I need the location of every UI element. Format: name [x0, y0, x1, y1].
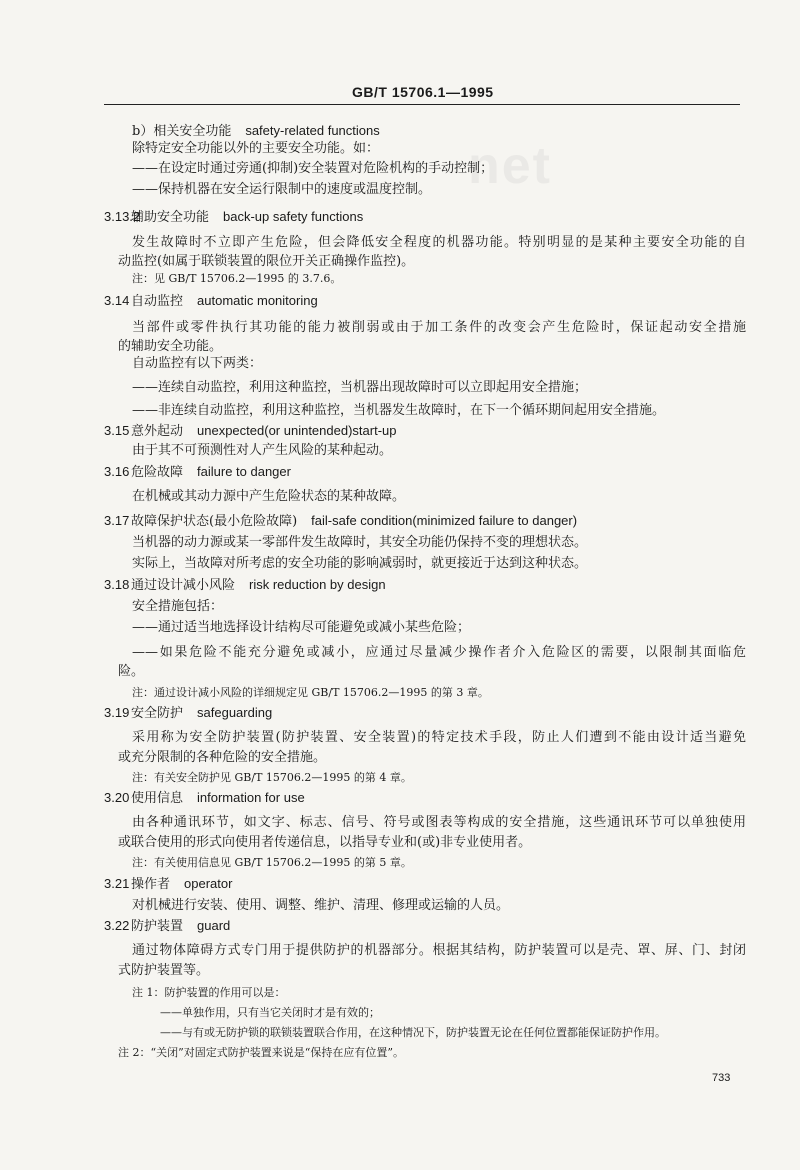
body-line [132, 942, 746, 960]
line-text: ——单独作用，只有当它关闭时才是有效的； [160, 1006, 380, 1019]
clause-number: 3.14 [104, 293, 130, 308]
english-term: risk reduction by design [249, 577, 386, 592]
standard-header: GB/T 15706.1—1995 [352, 84, 494, 100]
clause-heading [104, 512, 577, 531]
body-line [132, 122, 380, 141]
line-text: ——如果危险不能充分避免或减小，应通过尽量减少操作者介入危险区的需要，以限制其面临危 [132, 645, 746, 660]
line-text: 在机械或其动力源中产生危险状态的某种故障。 [132, 489, 406, 504]
clause-heading [104, 917, 230, 936]
line-text: 注：有关安全防护见 GB/T 15706.2—1995 的第 4 章。 [132, 771, 412, 784]
english-term: information for use [197, 790, 305, 805]
line-text: ——在设定时通过旁通(抑制)安全装置对危险机构的手动控制； [132, 161, 494, 176]
body-line [132, 555, 587, 573]
english-term: operator [184, 876, 233, 891]
clause-number: 3.20 [104, 790, 130, 805]
line-text: 实际上，当故障对所考虑的安全功能的影响减弱时，就更接近于达到这种状态。 [132, 556, 588, 571]
body-line [118, 749, 326, 767]
note-line [132, 854, 412, 872]
body-line [118, 962, 209, 980]
clause-heading [104, 422, 396, 441]
clause-title: 故障保护状态(最小危险故障) [131, 514, 298, 529]
note-line [132, 684, 489, 702]
clause-title: 使用信息 [131, 791, 184, 806]
line-text: 由各种通讯环节，如文字、标志、信号、符号或图表等构成的安全措施，这些通讯环节可以单独使用 [132, 815, 746, 830]
body-line [118, 834, 531, 852]
body-line [132, 534, 587, 552]
clause-heading [104, 704, 272, 723]
line-text: 除特定安全功能以外的主要安全功能。如： [132, 141, 380, 156]
body-line [132, 619, 470, 637]
line-text: 注 1：防护装置的作用可以是： [132, 986, 286, 999]
note-line [132, 984, 286, 1002]
body-line [118, 338, 222, 356]
body-line [132, 160, 493, 178]
line-text: ——与有或无防护锁的联锁装置联合作用，在这种情况下，防护装置无论在任何位置都能保证防护作用。 [160, 1026, 666, 1039]
body-line [132, 355, 262, 373]
clause-title: 自动监控 [131, 294, 184, 309]
line-text: 的辅助安全功能。 [118, 339, 223, 354]
note-line [132, 769, 412, 787]
english-term: safety-related functions [245, 123, 380, 138]
clause-title: 防护装置 [131, 919, 184, 934]
line-text: 采用称为安全防护装置(防护装置、安全装置)的特定技术手段，防止人们遭到不能由设计适当避免 [132, 730, 746, 745]
line-text: 通过物体障碍方式专门用于提供防护的机器部分。根据其结构，防护装置可以是壳、罩、屏、门、封闭 [132, 943, 746, 958]
page-number: 733 [712, 1072, 731, 1084]
line-text: 对机械进行安装、使用、调整、维护、清理、修理或运输的人员。 [132, 898, 510, 913]
line-text: b）相关安全功能 [132, 124, 232, 139]
body-line [132, 402, 665, 420]
body-line [132, 897, 509, 915]
line-text: ——通过适当地选择设计结构尽可能避免或减小某些危险； [132, 620, 471, 635]
clause-title: 辅助安全功能 [131, 210, 210, 225]
line-text: 注：有关使用信息见 GB/T 15706.2—1995 的第 5 章。 [132, 856, 412, 869]
clause-title: 意外起动 [131, 424, 184, 439]
clause-title: 通过设计减小风险 [131, 578, 236, 593]
clause-number: 3.19 [104, 705, 130, 720]
clause-heading [104, 292, 318, 311]
line-text: 安全措施包括： [132, 599, 224, 614]
body-line [132, 234, 746, 252]
clause-heading [104, 789, 305, 808]
body-line [132, 644, 746, 662]
line-text: 动监控(如属于联锁装置的限位开关正确操作监控)。 [118, 254, 415, 269]
body-line [132, 729, 746, 747]
body-line [132, 379, 587, 397]
body-line [132, 442, 392, 460]
clause-number: 3.15 [104, 423, 130, 438]
clause-title: 安全防护 [131, 706, 184, 721]
clause-heading [104, 875, 232, 894]
english-term: automatic monitoring [197, 293, 318, 308]
english-term: fail-safe condition(minimized failure to danger) [311, 513, 578, 528]
clause-title: 危险故障 [131, 465, 184, 480]
body-line [132, 140, 379, 158]
clause-title: 操作者 [131, 877, 171, 892]
header-rule [104, 104, 740, 105]
body-line [118, 663, 144, 681]
line-text: 或联合使用的形式向使用者传递信息，以指导专业和(或)非专业使用者。 [118, 835, 532, 850]
line-text: ——非连续自动监控，利用这种监控，当机器发生故障时，在下一个循环期间起用安全措施。 [132, 403, 666, 418]
english-term: unexpected(or unintended)start-up [197, 423, 397, 438]
clause-number: 3.16 [104, 464, 130, 479]
watermark: net [468, 137, 552, 195]
line-text: 注 2：“关闭”对固定式防护装置来说是“保持在应有位置”。 [118, 1046, 404, 1059]
line-text: 自动监控有以下两类： [132, 356, 263, 371]
english-term: failure to danger [197, 464, 291, 479]
body-line [132, 814, 746, 832]
body-line [132, 598, 223, 616]
line-text: 式防护装置等。 [118, 963, 210, 978]
note-line [160, 1004, 380, 1022]
body-line [118, 253, 414, 271]
line-text: 注：通过设计减小风险的详细规定见 GB/T 15706.2—1995 的第 3 章。 [132, 686, 489, 699]
line-text: 当机器的动力源或某一零部件发生故障时，其安全功能仍保持不变的理想状态。 [132, 535, 588, 550]
note-line [118, 1044, 404, 1062]
english-term: guard [197, 918, 231, 933]
clause-number: 3.18 [104, 577, 130, 592]
clause-heading [104, 463, 291, 482]
line-text: ——保持机器在安全运行限制中的速度或温度控制。 [132, 182, 432, 197]
body-line [132, 319, 746, 337]
english-term: safeguarding [197, 705, 273, 720]
clause-number: 3.21 [104, 876, 130, 891]
clause-heading [104, 576, 386, 595]
body-line [132, 488, 405, 506]
clause-number: 3.13.2 [104, 209, 141, 224]
line-text: ——连续自动监控，利用这种监控，当机器出现故障时可以立即起用安全措施； [132, 380, 588, 395]
note-line [132, 270, 341, 288]
clause-number: 3.17 [104, 513, 130, 528]
clause-number: 3.22 [104, 918, 130, 933]
line-text: 或充分限制的各种危险的安全措施。 [118, 750, 327, 765]
line-text: 注：见 GB/T 15706.2—1995 的 3.7.6。 [132, 272, 342, 285]
note-line [160, 1024, 666, 1042]
body-line [132, 181, 431, 199]
line-text: 发生故障时不立即产生危险，但会降低安全程度的机器功能。特别明显的是某种主要安全功能的自 [132, 235, 746, 250]
line-text: 险。 [118, 664, 145, 679]
line-text: 由于其不可预测性对人产生风险的某种起动。 [132, 443, 393, 458]
english-term: back-up safety functions [223, 209, 364, 224]
clause-heading [104, 208, 363, 227]
line-text: 当部件或零件执行其功能的能力被削弱或由于加工条件的改变会产生危险时，保证起动安全措施 [132, 320, 746, 335]
